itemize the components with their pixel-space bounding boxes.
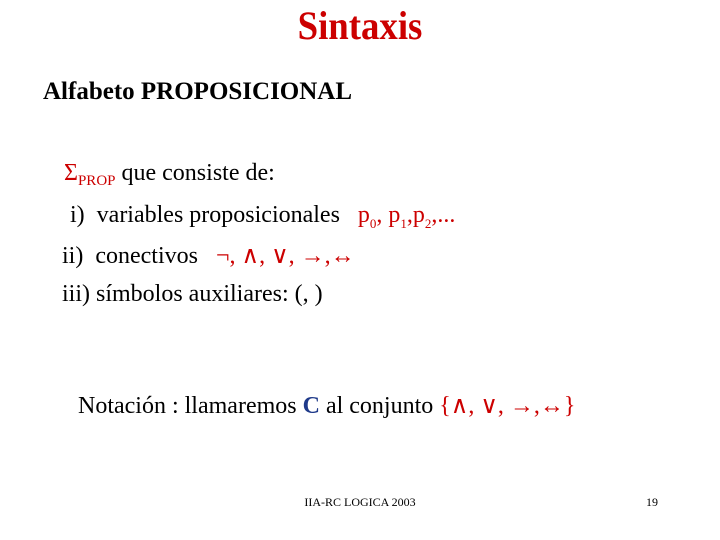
- var-p1: p: [388, 202, 401, 228]
- page-number: 19: [646, 495, 658, 509]
- var-p1-sub: 1: [400, 215, 407, 231]
- connectives-symbols: ¬, ∧, ∨, →,↔: [215, 243, 355, 269]
- slide-title: Sintaxis: [297, 3, 423, 48]
- notation-line: [78, 391, 575, 420]
- var-tail: ,...: [431, 202, 456, 228]
- sigma-line: [64, 160, 275, 190]
- notation-set: {∧, ∨, →,↔}: [439, 393, 576, 419]
- prop-variables: $p_0$, $p_1,p_2$,...: [357, 202, 456, 231]
- footer-text: IIA-RC LOGICA 2003: [304, 495, 416, 509]
- var-p2: p: [412, 202, 425, 228]
- sigma-line-text: que consiste de:: [115, 160, 275, 186]
- connectives-line: [62, 241, 355, 270]
- var-p2-sub: 2: [424, 215, 432, 231]
- var-p0-sub: 0: [369, 215, 377, 231]
- sigma-symbol: Σ: [64, 160, 78, 186]
- variables-line: [70, 202, 455, 232]
- notation-middle: al conjunto: [319, 393, 440, 419]
- connectives-label: ii) conectivos: [62, 243, 216, 269]
- notation-before: Notación : llamaremos: [78, 393, 303, 419]
- sigma-subscript: PROP: [77, 173, 116, 189]
- slide-subtitle: Alfabeto PROPOSICIONAL: [43, 78, 353, 105]
- var-p0: p: [357, 202, 370, 228]
- notation-highlight: C: [302, 393, 320, 419]
- variables-label: i) variables proposicionales: [70, 202, 358, 228]
- auxiliary-line: iii) símbolos auxiliares: (, ): [62, 281, 323, 307]
